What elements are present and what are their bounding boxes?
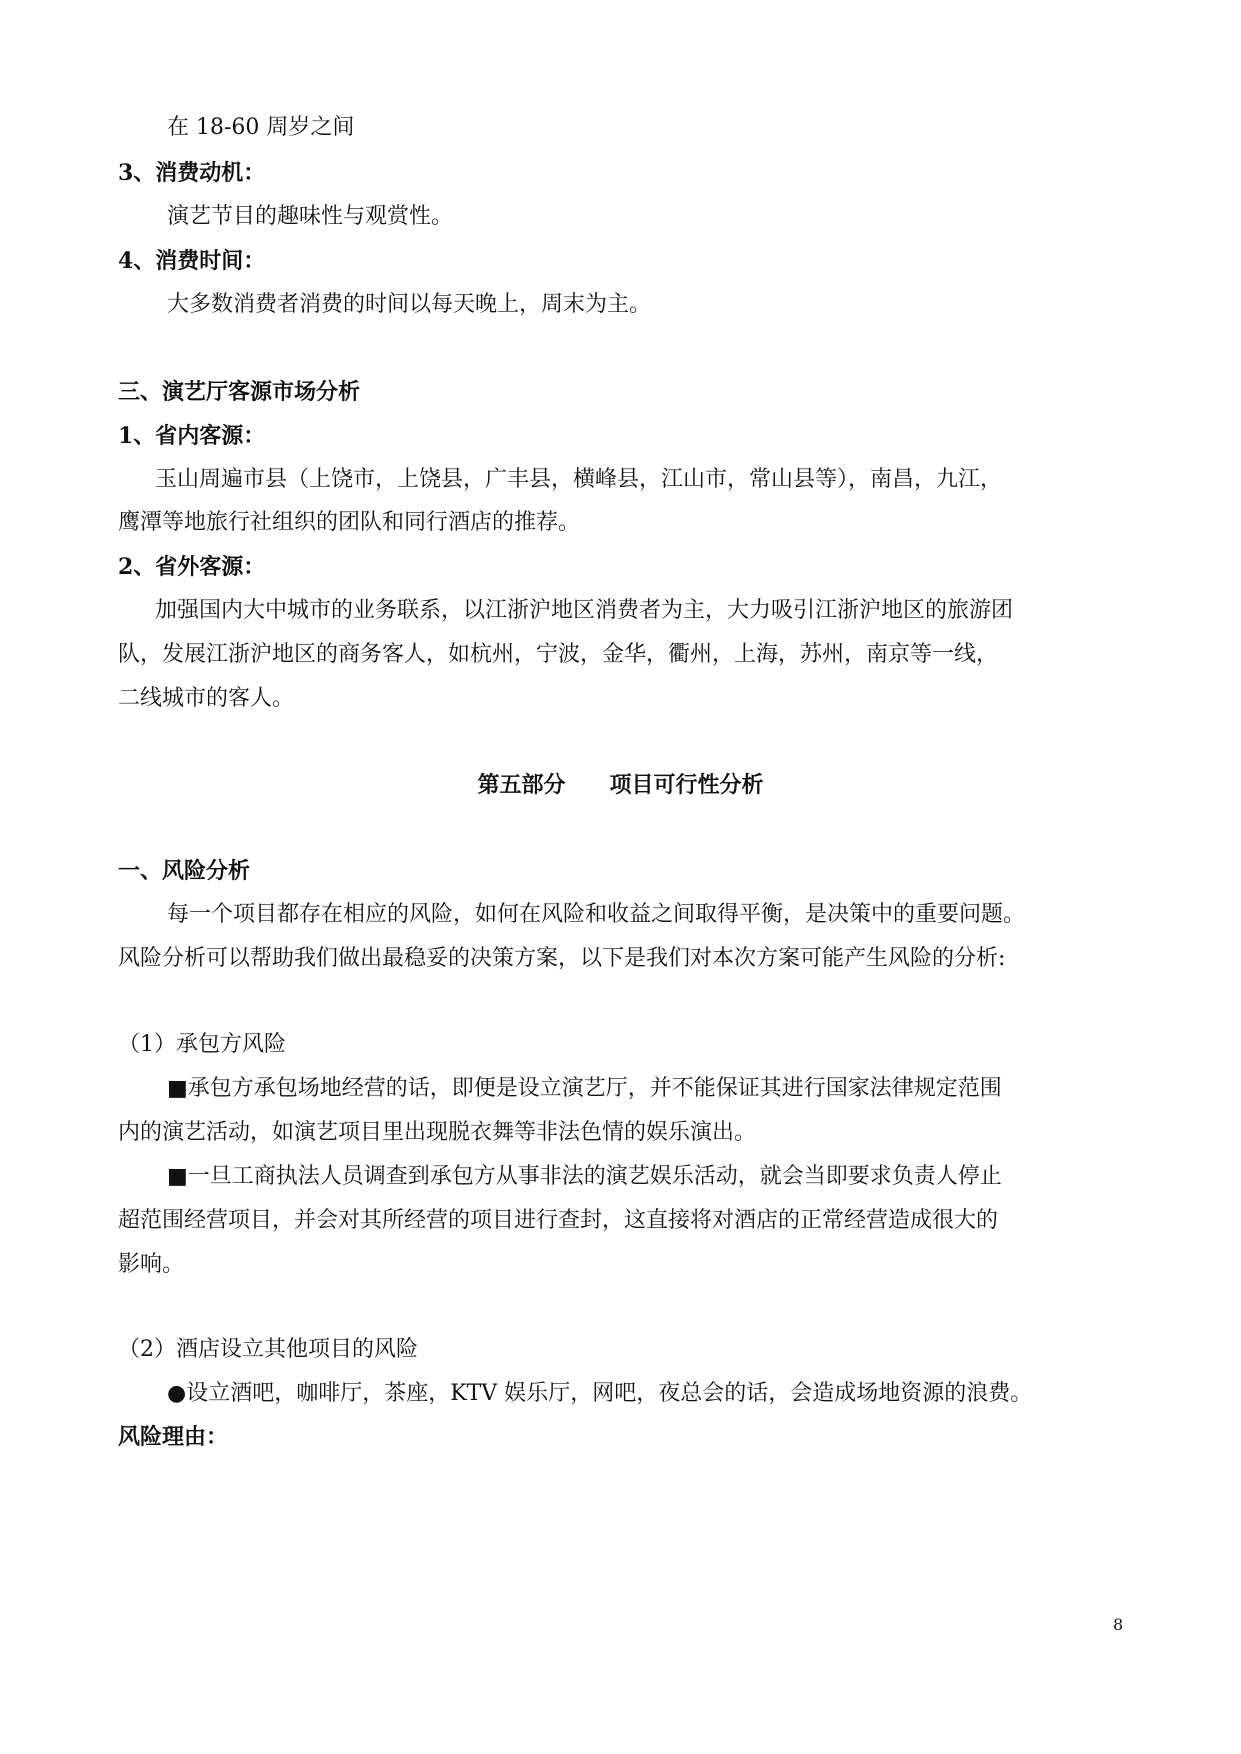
text-line: 风险分析可以帮助我们做出最稳妥的决策方案，以下是我们对本次方案可能产生风险的分析: bbox=[118, 946, 1006, 971]
text-line: 鹰潭等地旅行社组织的团队和同行酒店的推荐。 bbox=[118, 510, 581, 535]
subsection-heading: 2、省外客源： bbox=[118, 554, 266, 580]
subsection-heading: 1、省内客源： bbox=[118, 423, 266, 449]
text-line: 内的演艺活动，如演艺项目里出现脱衣舞等非法色情的娱乐演出。 bbox=[118, 1120, 757, 1145]
page-number: 8 bbox=[1113, 1615, 1124, 1634]
subsection-heading: 4、消费时间： bbox=[118, 248, 266, 274]
text-line: ■承包方承包场地经营的话，即便是设立演艺厅，并不能保证其进行国家法律规定范围 bbox=[167, 1076, 1002, 1101]
part-title: 第五部分 项目可行性分析 bbox=[477, 772, 764, 798]
subsection-heading: 3、消费动机： bbox=[118, 160, 266, 186]
text-line: 超范围经营项目，并会对其所经营的项目进行查封，这直接将对酒店的正常经营造成很大的 bbox=[118, 1208, 999, 1233]
text-line: 加强国内大中城市的业务联系，以江浙沪地区消费者为主，大力吸引江浙沪地区的旅游团 bbox=[155, 598, 1014, 623]
section-heading: 一、风险分析 bbox=[118, 858, 251, 884]
section-heading: 三、演艺厅客源市场分析 bbox=[118, 379, 361, 405]
text-line: 大多数消费者消费的时间以每天晚上，周末为主。 bbox=[167, 292, 652, 317]
item-heading: （1）承包方风险 bbox=[118, 1032, 286, 1057]
text-line: 二线城市的客人。 bbox=[118, 686, 295, 711]
text-line: 在 18-60 周岁之间 bbox=[167, 115, 355, 140]
text-line: ■一旦工商执法人员调查到承包方从事非法的演艺娱乐活动，就会当即要求负责人停止 bbox=[167, 1164, 1002, 1189]
text-line: 演艺节目的趣味性与观赏性。 bbox=[167, 204, 454, 229]
text-line: 影响。 bbox=[118, 1252, 185, 1277]
item-heading: （2）酒店设立其他项目的风险 bbox=[118, 1337, 418, 1362]
text-line: ●设立酒吧，咖啡厅，茶座，KTV 娱乐厅，网吧，夜总会的话，会造成场地资源的浪费。 bbox=[167, 1381, 1033, 1406]
text-line: 每一个项目都存在相应的风险，如何在风险和收益之间取得平衡，是决策中的重要问题。 bbox=[167, 902, 1026, 927]
subsection-heading: 风险理由： bbox=[118, 1424, 229, 1450]
text-line: 玉山周遍市县（上饶市，上饶县，广丰县，横峰县，江山市，常山县等），南昌，九江， bbox=[155, 467, 1003, 492]
text-line: 队，发展江浙沪地区的商务客人，如杭州，宁波，金华，衢州，上海，苏州，南京等一线， bbox=[118, 642, 999, 667]
